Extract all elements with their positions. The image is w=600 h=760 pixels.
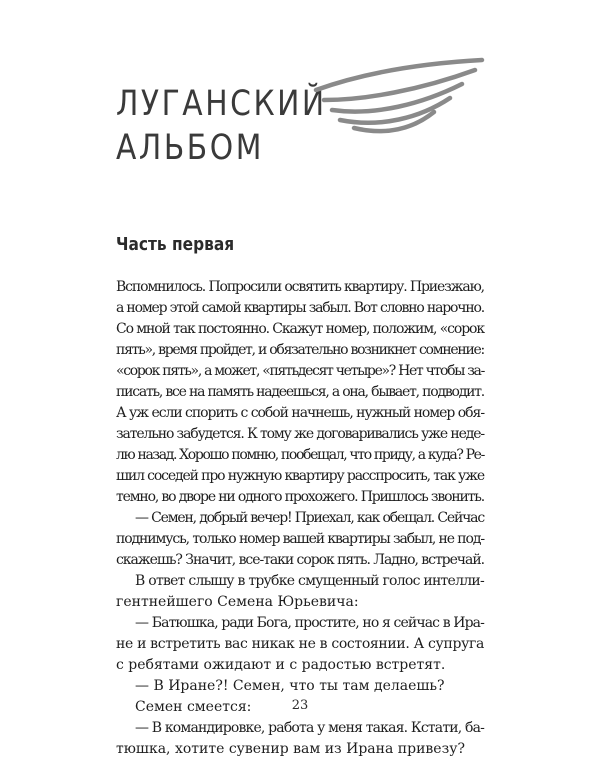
body-line: В ответ слышу в трубке смущенный голос интелли- (135, 573, 484, 589)
body-line: а номер этой самой квартиры забыл. Вот словно нарочно. (116, 300, 484, 316)
body-line: — Батюшка, ради Бога, простите, но я сейчас в Ира- (135, 615, 484, 631)
body-line: А уж если спорить с собой начнешь, нужный номер обя- (116, 405, 485, 421)
body-line: — В командировке, работа у меня такая. Кстати, ба- (135, 720, 484, 736)
part-subtitle: Часть первая (116, 235, 235, 255)
chapter-title-line-1: ЛУГАНСКИЙ (116, 84, 327, 124)
page-number: 23 (291, 698, 309, 713)
body-line: гентнейшего Семена Юрьевича: (116, 594, 359, 610)
body-line: поднимусь, только номер вашей квартиры забыл, не под- (116, 531, 484, 547)
body-line: — Семен, добрый вечер! Приехал, как обещал. Сейчас (135, 510, 485, 526)
body-line: Семен смеется: (135, 699, 252, 715)
body-line: шил соседей про нужную квартиру расспросить, так уже (116, 468, 484, 484)
body-line: тюшка, хотите сувенир вам из Ирана привезу? (116, 741, 465, 757)
body-line: темно, во дворе ни одного прохожего. Пришлось звонить. (116, 489, 484, 505)
wing-icon (310, 48, 485, 138)
body-line: Вспомнилось. Попросили освятить квартиру. Приезжаю, (116, 279, 484, 295)
wing-stroke-2 (324, 70, 475, 100)
body-line: лю назад. Хорошо помню, пообещал, что приду, а куда? Ре- (116, 447, 484, 463)
body-line: — В Иране?! Семен, что ты там делаешь? (135, 678, 445, 694)
chapter-title (116, 82, 327, 170)
body-line: пять», время пройдет, и обязательно возникнет сомнение: (116, 342, 484, 358)
body-line: скажешь? Значит, все-таки сорок пять. Ладно, встречай. (116, 552, 485, 568)
body-line: «сорок пять», а может, «пятьдесят четыре»? Нет чтобы за- (116, 363, 484, 379)
body-line: не и встретить вас никак не в состоянии. А супруга (116, 636, 484, 652)
body-line: зательно забудется. К тому же договаривались уже неде- (116, 426, 484, 442)
body-line: с ребятами ожидают и с радостью встретят. (116, 657, 446, 673)
chapter-title-line-2: АЛЬБОМ (116, 128, 264, 168)
body-text (116, 277, 484, 760)
body-line: писать, все на память надеешься, а она, бывает, подводит. (116, 384, 485, 400)
body-line: Со мной так постоянно. Скажут номер, положим, «сорок (116, 321, 485, 337)
